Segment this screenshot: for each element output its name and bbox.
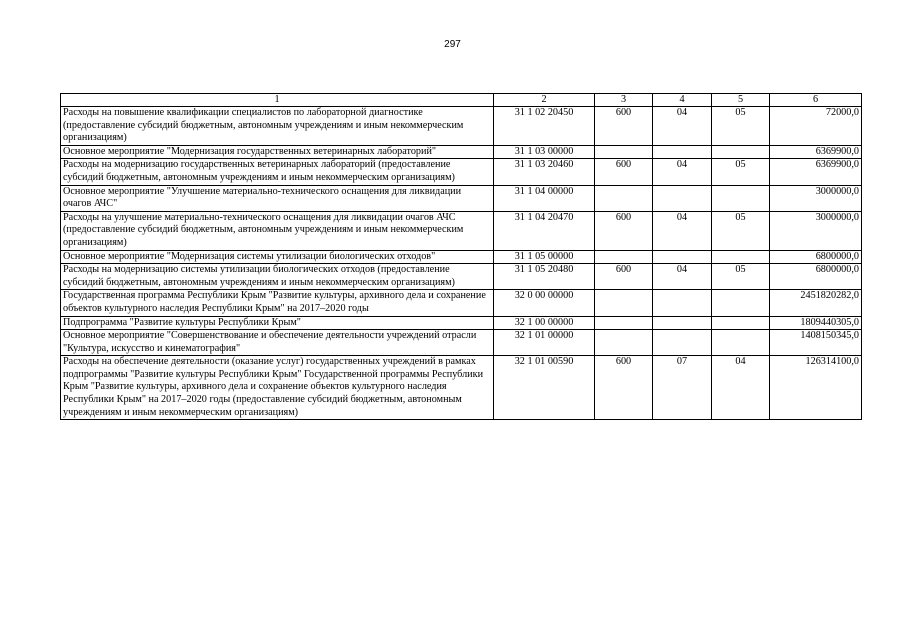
row-sum-cell: 2451820282,0 bbox=[770, 290, 862, 316]
row-pr-cell bbox=[712, 316, 770, 330]
row-vr-cell bbox=[595, 185, 653, 211]
row-code-cell: 31 1 03 20460 bbox=[494, 159, 595, 185]
header-col-4: 4 bbox=[653, 94, 712, 107]
row-name-cell: Основное мероприятие "Модернизация системы утилизации биологических отходов" bbox=[61, 250, 494, 264]
table-row bbox=[61, 330, 862, 356]
table-row bbox=[61, 159, 862, 185]
row-name-cell: Расходы на модернизацию системы утилизации биологических отходов (предоставление субсидий бюджетным, автономным учреждениям и иным некоммерческим организациям) bbox=[61, 264, 494, 290]
row-pr-cell: 04 bbox=[712, 356, 770, 420]
row-code-cell: 32 1 00 00000 bbox=[494, 316, 595, 330]
row-name-cell: Основное мероприятие "Совершенствование и обеспечение деятельности учреждений отрасли "Культура, искусство и кинематография" bbox=[61, 330, 494, 356]
header-col-3: 3 bbox=[595, 94, 653, 107]
row-rz-cell: 04 bbox=[653, 211, 712, 250]
row-sum-cell: 1809440305,0 bbox=[770, 316, 862, 330]
row-pr-cell: 05 bbox=[712, 264, 770, 290]
table-row bbox=[61, 264, 862, 290]
table-row bbox=[61, 145, 862, 159]
header-col-1: 1 bbox=[61, 94, 494, 107]
row-sum-cell: 6369900,0 bbox=[770, 159, 862, 185]
row-sum-cell: 6800000,0 bbox=[770, 250, 862, 264]
header-col-5: 5 bbox=[712, 94, 770, 107]
row-rz-cell: 07 bbox=[653, 356, 712, 420]
row-sum-cell: 126314100,0 bbox=[770, 356, 862, 420]
row-pr-cell: 05 bbox=[712, 211, 770, 250]
row-vr-cell: 600 bbox=[595, 264, 653, 290]
row-pr-cell bbox=[712, 145, 770, 159]
table-row bbox=[61, 356, 862, 420]
row-vr-cell: 600 bbox=[595, 107, 653, 146]
row-rz-cell bbox=[653, 250, 712, 264]
table-row bbox=[61, 211, 862, 250]
row-name-cell: Расходы на модернизацию государственных ветеринарных лабораторий (предоставление субсидий бюджетным, автономным учреждениям и иным некоммерческим организациям) bbox=[61, 159, 494, 185]
row-pr-cell: 05 bbox=[712, 107, 770, 146]
row-code-cell: 31 1 02 20450 bbox=[494, 107, 595, 146]
row-name-cell: Расходы на обеспечение деятельности (оказание услуг) государственных учреждений в рамках подпрограммы "Развитие культуры Республики Крым" Государственной программы Республики Крым "Развитие культуры, архивного дела и сохранение объектов культурного наследия Республики Крым" на 2017–2020 годы (предоставление субсидий бюджетным, автономным учреждениям и иным некоммерческим организациям) bbox=[61, 356, 494, 420]
row-rz-cell bbox=[653, 145, 712, 159]
row-rz-cell: 04 bbox=[653, 107, 712, 146]
row-name-cell: Расходы на повышение квалификации специалистов по лабораторной диагностике (предоставление субсидий бюджетным, автономным учреждениям и иным некоммерческим организациям) bbox=[61, 107, 494, 146]
row-vr-cell: 600 bbox=[595, 356, 653, 420]
table-row bbox=[61, 185, 862, 211]
row-sum-cell: 6800000,0 bbox=[770, 264, 862, 290]
row-pr-cell bbox=[712, 290, 770, 316]
row-name-cell: Подпрограмма "Развитие культуры Республики Крым" bbox=[61, 316, 494, 330]
row-name-cell: Государственная программа Республики Крым "Развитие культуры, архивного дела и сохранение объектов культурного наследия Республики Крым" на 2017–2020 годы bbox=[61, 290, 494, 316]
row-sum-cell: 72000,0 bbox=[770, 107, 862, 146]
row-rz-cell bbox=[653, 316, 712, 330]
row-rz-cell: 04 bbox=[653, 264, 712, 290]
row-name-cell: Основное мероприятие "Улучшение материально-технического оснащения для ликвидации очагов АЧС" bbox=[61, 185, 494, 211]
table-row bbox=[61, 290, 862, 316]
row-vr-cell bbox=[595, 145, 653, 159]
row-sum-cell: 6369900,0 bbox=[770, 145, 862, 159]
row-sum-cell: 1408150345,0 bbox=[770, 330, 862, 356]
row-code-cell: 31 1 05 00000 bbox=[494, 250, 595, 264]
row-vr-cell bbox=[595, 290, 653, 316]
table-row bbox=[61, 107, 862, 146]
row-vr-cell: 600 bbox=[595, 159, 653, 185]
page-number: 297 bbox=[444, 39, 461, 50]
row-pr-cell bbox=[712, 330, 770, 356]
row-rz-cell bbox=[653, 330, 712, 356]
budget-table bbox=[60, 93, 862, 420]
row-code-cell: 31 1 04 00000 bbox=[494, 185, 595, 211]
row-code-cell: 32 0 00 00000 bbox=[494, 290, 595, 316]
table-row bbox=[61, 316, 862, 330]
table-header-row bbox=[61, 94, 862, 107]
row-rz-cell: 04 bbox=[653, 159, 712, 185]
row-vr-cell bbox=[595, 250, 653, 264]
row-name-cell: Основное мероприятие "Модернизация государственных ветеринарных лабораторий" bbox=[61, 145, 494, 159]
row-name-cell: Расходы на улучшение материально-технического оснащения для ликвидации очагов АЧС (предоставление субсидий бюджетным, автономным учреждениям и иным некоммерческим организациям) bbox=[61, 211, 494, 250]
row-code-cell: 31 1 05 20480 bbox=[494, 264, 595, 290]
row-sum-cell: 3000000,0 bbox=[770, 211, 862, 250]
row-code-cell: 31 1 04 20470 bbox=[494, 211, 595, 250]
row-sum-cell: 3000000,0 bbox=[770, 185, 862, 211]
row-vr-cell: 600 bbox=[595, 211, 653, 250]
row-rz-cell bbox=[653, 290, 712, 316]
table-row bbox=[61, 250, 862, 264]
row-rz-cell bbox=[653, 185, 712, 211]
row-vr-cell bbox=[595, 330, 653, 356]
row-pr-cell bbox=[712, 185, 770, 211]
row-code-cell: 31 1 03 00000 bbox=[494, 145, 595, 159]
row-code-cell: 32 1 01 00000 bbox=[494, 330, 595, 356]
header-col-6: 6 bbox=[770, 94, 862, 107]
header-col-2: 2 bbox=[494, 94, 595, 107]
row-pr-cell bbox=[712, 250, 770, 264]
row-pr-cell: 05 bbox=[712, 159, 770, 185]
row-code-cell: 32 1 01 00590 bbox=[494, 356, 595, 420]
row-vr-cell bbox=[595, 316, 653, 330]
